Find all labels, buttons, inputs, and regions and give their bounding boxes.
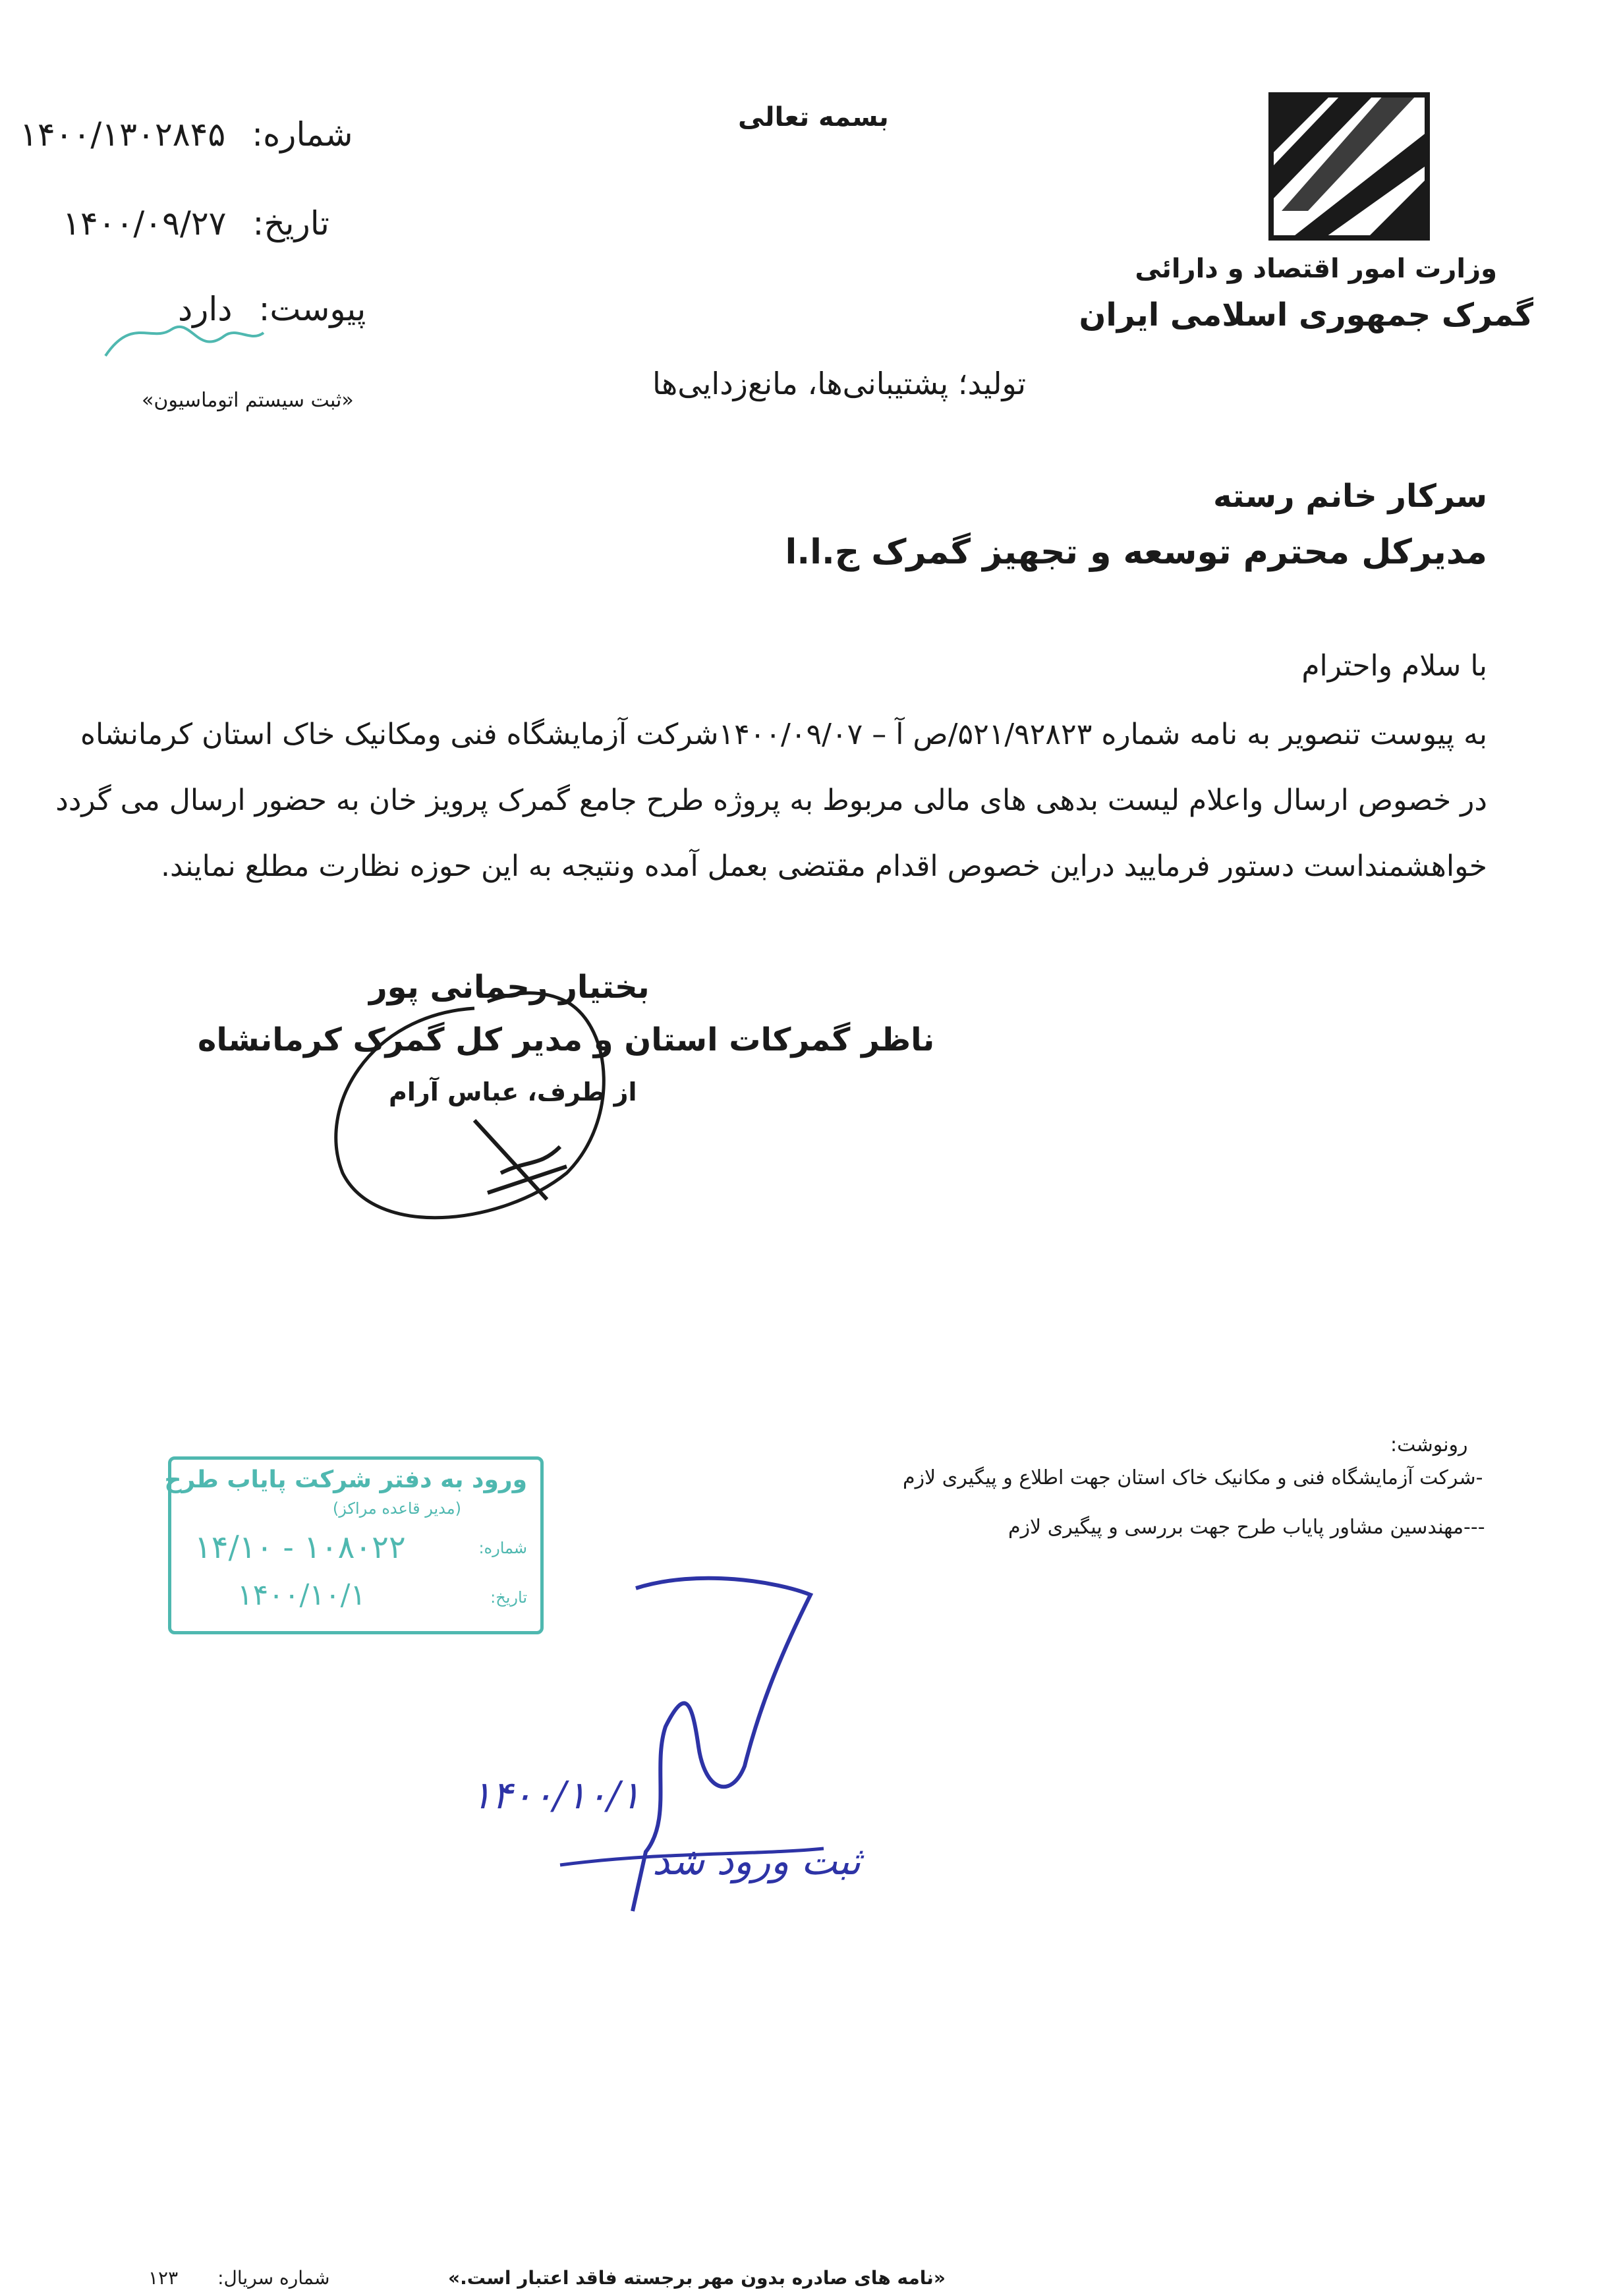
date-label: تاریخ: [252,204,329,243]
handwritten-date: ۱۴۰۰/۱۰/۱ [471,1773,641,1818]
body-line: خواهشمنداست دستور فرمایید دراین خصوص اقدام مقتضی بعمل آمده ونتیجه به این حوزه نظارت مطلع نمایند. [161,849,1487,883]
signature-stroke [474,1120,567,1199]
serial-label: شماره سریال: [217,2267,330,2289]
signer-title: ناظر گمرکات استان و مدیر کل گمرک کرمانشاه [198,1021,935,1058]
ministry-name: وزارت امور اقتصاد و دارائی [1135,254,1497,284]
number-label: شماره: [252,115,353,154]
organization-name: گمرک جمهوری اسلامی ایران [1079,297,1533,333]
cc-title: رونوشت: [1390,1433,1468,1456]
basmala: بسمه تعالی [738,102,889,132]
automation-register-note: «ثبت سیستم اتوماسیون» [142,389,354,412]
recipient-title: مدیرکل محترم توسعه و تجهیز گمرک ج.ا.ا [785,532,1487,572]
footer-validity-note: «نامه های صادره بدون مهر برجسته فاقد اعتبار است.» [448,2267,946,2289]
stamp-number-label: شماره: [478,1539,527,1557]
letter-number [20,115,353,154]
customs-logo-icon [1268,92,1430,241]
handwritten-note: ثبت ورود شد [652,1839,861,1883]
stamp-number-value: ۱۴/۱۰ - ۱۰۸۰۲۲ [194,1529,406,1566]
receipt-stamp [164,1456,544,1634]
cc-item: ---مهندسین مشاور پایاب طرح جهت بررسی و پیگیری لازم [1008,1516,1485,1539]
letter-body [55,702,1487,900]
teal-initials [105,327,264,356]
greeting: با سلام واحترام [1301,649,1487,683]
letter-date [63,204,329,243]
attachment-label: پیوست: [258,290,366,328]
stamp-date-label: تاریخ: [490,1588,527,1607]
signer-name: بختیار رحمانی پور [369,969,650,1006]
attachment-value: دارد [178,290,233,328]
stamp-title: ورود به دفتر شرکت پایاب طرح [164,1466,527,1493]
number-value: ۱۴۰۰/۱۳۰۲۸۴۵ [20,115,226,154]
stamp-date-value: ۱۴۰۰/۱۰/۱ [237,1578,366,1612]
recipient-name: سرکار خانم رسته [1213,478,1487,515]
cc-item: -شرکت آزمایشگاه فنی و مکانیک خاک استان جهت اطلاع و پیگیری لازم [903,1466,1483,1489]
body-line: در خصوص ارسال واعلام لیست بدهی های مالی مربوط به پروژه طرح جامع گمرک پرویز خان به حضور ارسال می گردد [55,784,1487,817]
letter-attachment [178,290,366,328]
serial-number [148,2267,329,2289]
date-value: ۱۴۰۰/۰۹/۲۷ [63,204,227,243]
year-slogan: تولید؛ پشتیبانی‌ها، مانع‌زدایی‌ها [652,366,1027,401]
body-line: به پیوست تنصویر به نامه شماره ۵۲۱/۹۲۸۲۳/ص آ – ۱۴۰۰/۰۹/۰۷شرکت آزمایشگاه فنی ومکانیک خاک استان کرمانشاه [80,718,1487,751]
signer-on-behalf: از طرف، عباس آرام [389,1077,637,1106]
stamp-subtitle: (مدیر قاعده مراکز) [332,1499,461,1518]
serial-value: ۱۲۳ [148,2267,179,2289]
